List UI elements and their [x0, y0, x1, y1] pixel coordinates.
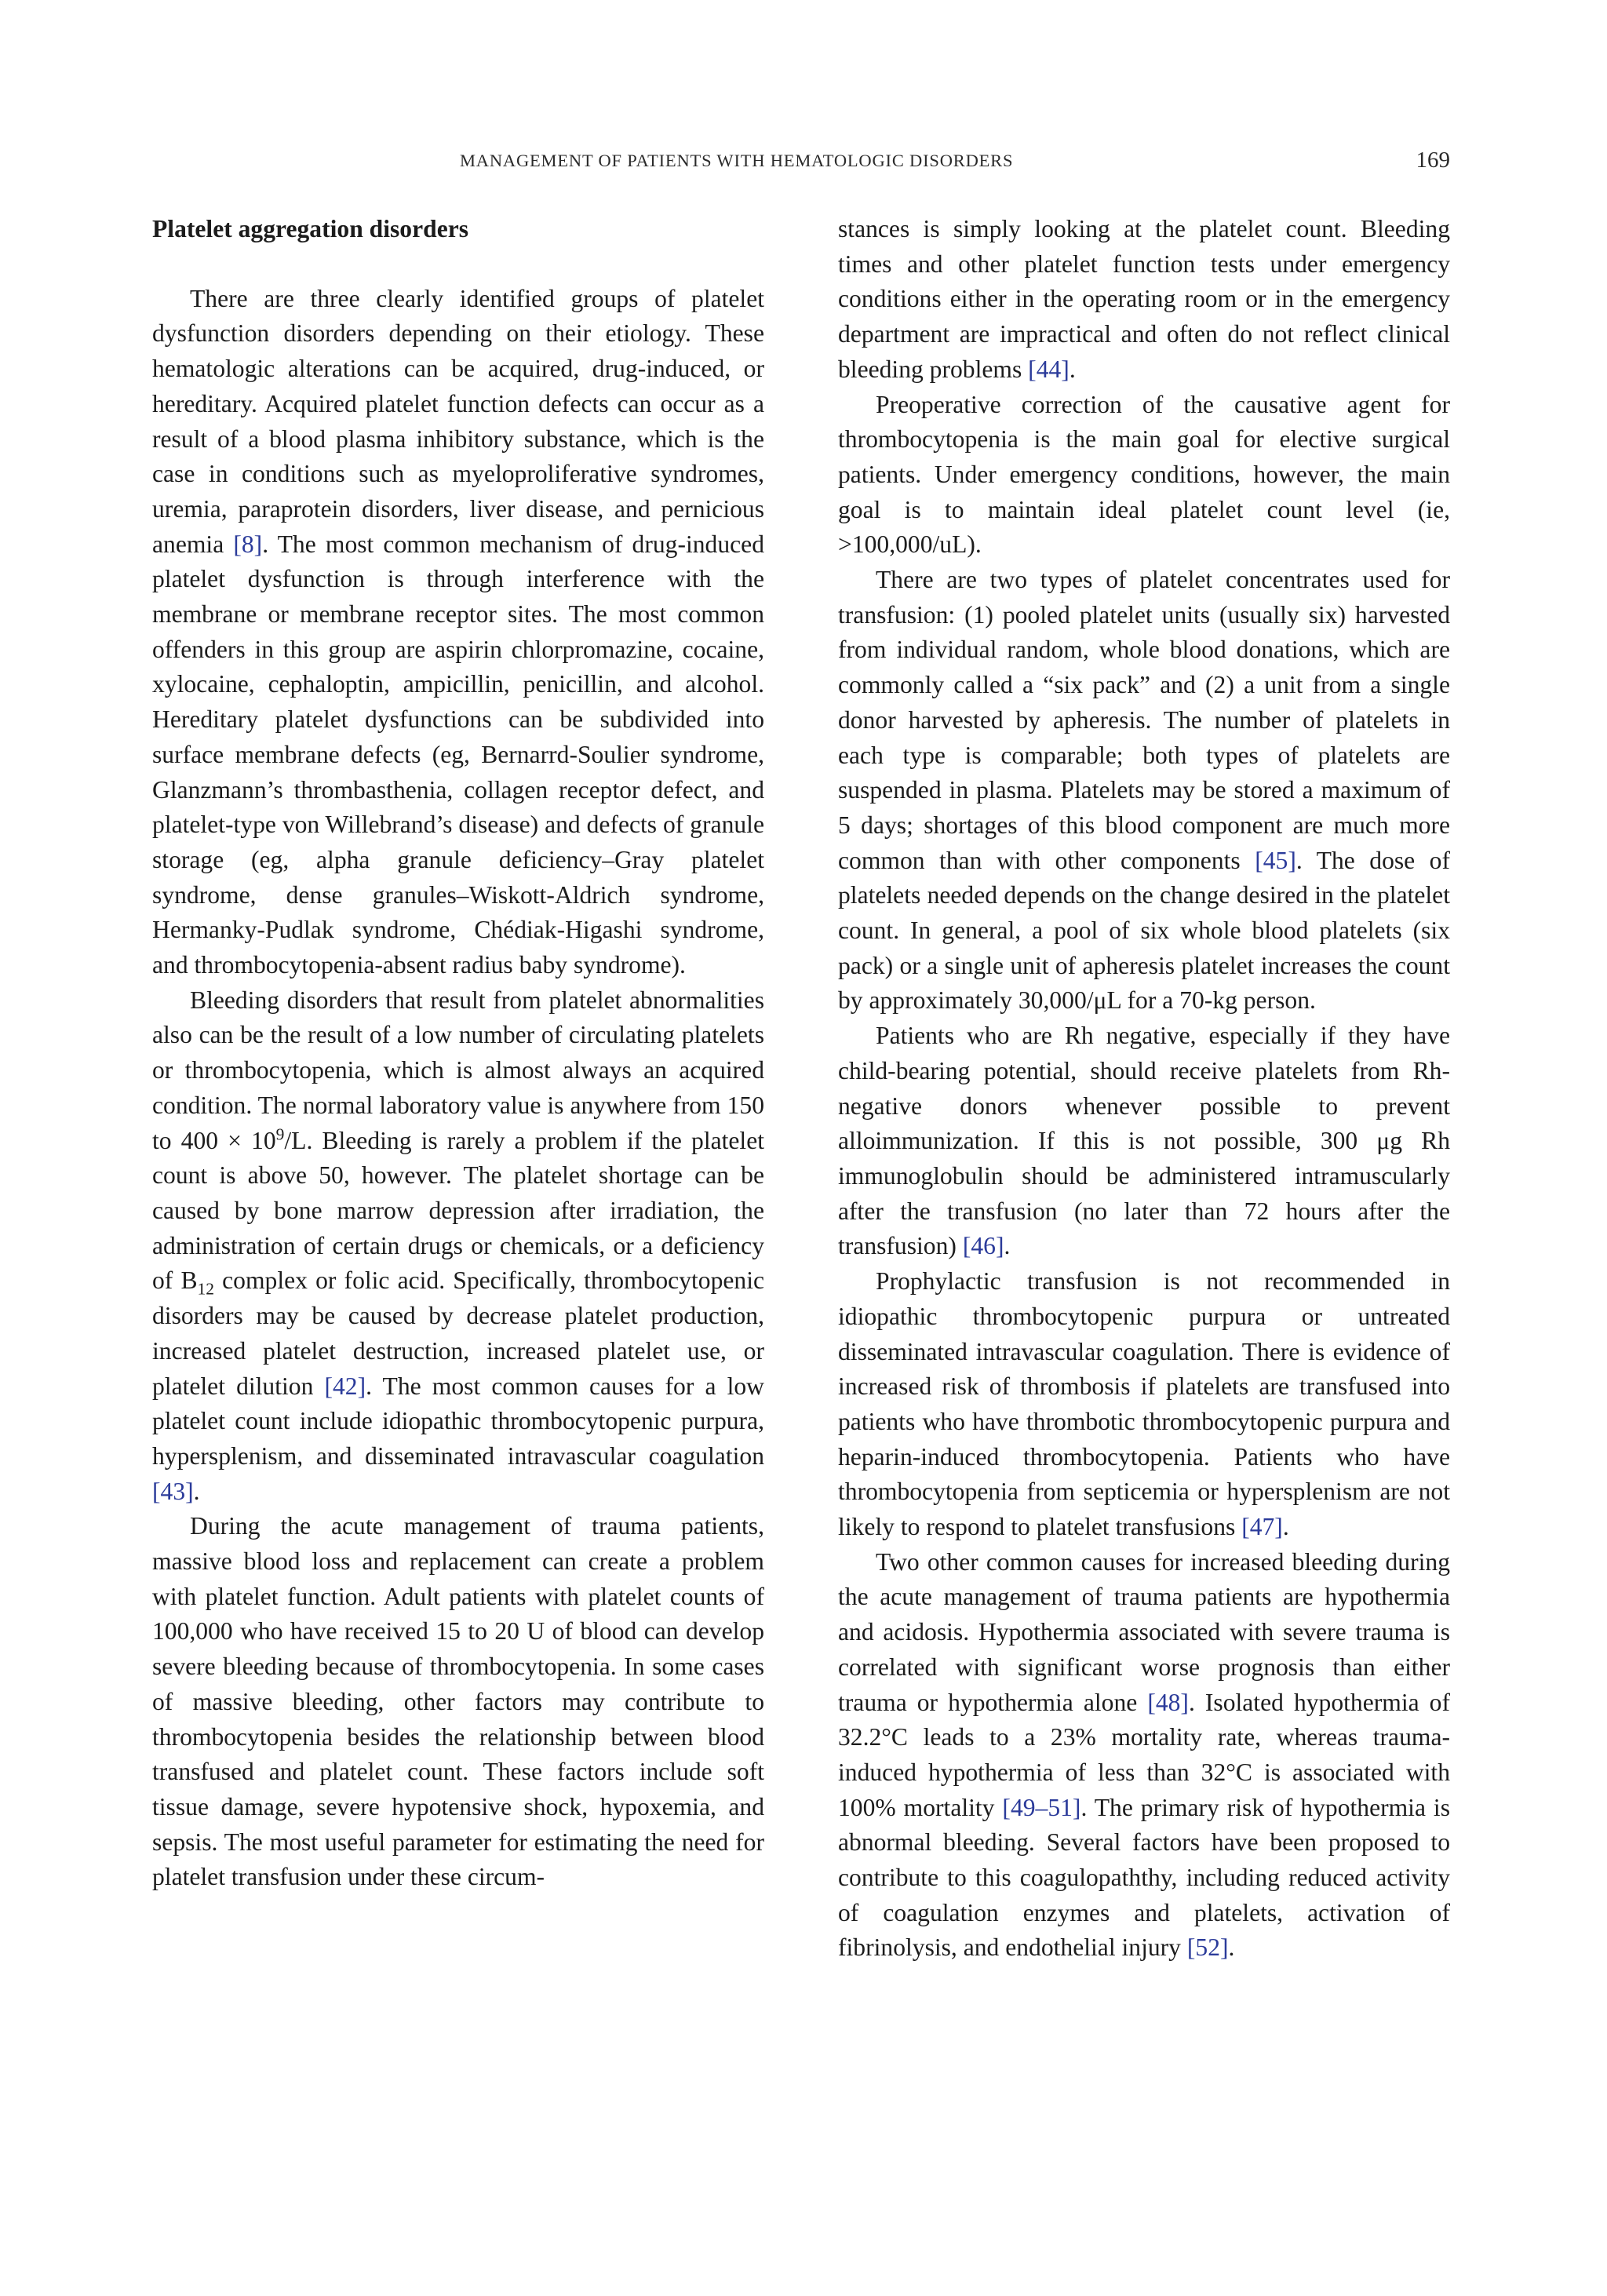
citation-link[interactable]: [43] — [152, 1477, 194, 1505]
citation-link[interactable]: [48] — [1147, 1688, 1189, 1716]
subscript: 12 — [197, 1279, 215, 1299]
paragraph — [838, 563, 1450, 1019]
paragraph — [152, 983, 764, 1510]
paragraph-continued — [838, 212, 1450, 388]
citation-link[interactable]: [42] — [324, 1372, 366, 1400]
paragraph-text: Prophylactic transfusion is not recommended in idiopathic thrombocytopenic purpura or untreated disseminated intravascular coagulation. There is evidence of increased risk of thrombosis if platelets are transfused into patients who have thrombotic thrombocytopenic purpura and heparin-induced thrombocytopenia. Patients who have thrombocytopenia from septicemia or hypersplenism are not likely to respond to platelet transfusions — [838, 1267, 1450, 1541]
paragraph — [152, 1509, 764, 1895]
citation-link[interactable]: [8] — [233, 530, 263, 558]
paragraph-text: Bleeding disorders that result from platelet abnormalities also can be the result of a low number of circulating platelets or thrombocytopenia, which is almost always an acquired condition. The normal laboratory value is anywhere from 150 to 400 × 10 — [152, 986, 764, 1154]
paragraph-text: . — [193, 1477, 200, 1505]
paragraph-text: There are three clearly identified groups of platelet dysfunction disorders depending on their etiology. These hematologic alterations can be acquired, drug-induced, or hereditary. Acquired platelet function defects can occur as a result of a blood plasma inhibitory substance, which is the case in conditions such as myeloproliferative syndromes, uremia, paraprotein disorders, liver disease, and pernicious anemia — [152, 284, 764, 558]
paragraph-text: During the acute management of trauma patients, massive blood loss and replacement can create a problem with platelet function. Adult patients with platelet counts of 100,000 who have received 15 to 20 U of blood can develop severe bleeding because of thrombocytopenia. In some cases of massive bleeding, other factors may contribute to thrombocytopenia besides the relationship between blood transfused and platelet count. These factors include soft tissue damage, severe hypotensive shock, hypoxemia, and sepsis. The most useful parameter for estimating the need for platelet transfusion under these circum- — [152, 1512, 764, 1891]
superscript: 9 — [275, 1124, 285, 1144]
paragraph-text: stances is simply looking at the platelet count. Bleeding times and other platelet function tests under emergency conditions either in the operating room or in the emergency department are impractical and often do not reflect clinical bleeding problems — [838, 215, 1450, 383]
citation-link[interactable]: [49–51] — [1002, 1793, 1081, 1821]
running-head: MANAGEMENT OF PATIENTS WITH HEMATOLOGIC DISORDERS — [460, 151, 1014, 170]
paragraph-text: /L. Bleeding is rarely a problem if the platelet count is above 50, however. The platelet shortage can be caused by bone marrow depression after irradiation, the administration of certain drugs or chemicals, or a deficiency of B — [152, 1126, 764, 1295]
paragraph-text: . The most common causes for a low platelet count include idiopathic thrombocytopenic purpura, hypersplenism, and disseminated intravascular coagulation — [152, 1372, 764, 1470]
left-column — [152, 212, 764, 1895]
paragraph — [838, 1545, 1450, 1966]
paragraph-text: . The dose of platelets needed depends on the change desired in the platelet count. In general, a pool of six whole blood platelets (six pack) or a single unit of apheresis platelet increases the count by approximately 30,000/μL for a 70-kg person. — [838, 846, 1451, 1015]
paragraph-text: . — [1282, 1513, 1289, 1541]
citation-link[interactable]: [44] — [1028, 355, 1070, 383]
citation-link[interactable]: [45] — [1255, 846, 1296, 874]
paragraph-text: Patients who are Rh negative, especially if they have child-bearing potential, should receive platelets from Rh-negative donors whenever possible to prevent alloimmunization. If this is not possible, 300 μg Rh immunoglobulin should be administered intramuscularly after the transfusion (no later than 72 hours after the transfusion) — [838, 1022, 1450, 1260]
citation-link[interactable]: [52] — [1186, 1933, 1229, 1962]
paragraph-text: Two other common causes for increased bleeding during the acute management of trauma patients are hypothermia and acidosis. Hypothermia associated with severe trauma is correlated with significant worse prognosis than either trauma or hypothermia alone — [838, 1547, 1450, 1716]
paragraph — [838, 1264, 1450, 1545]
paragraph-text: complex or folic acid. Specifically, thrombocytopenic disorders may be caused by decrease platelet production, increased platelet destruction, increased platelet use, or platelet dilution — [152, 1266, 764, 1400]
paragraph-text: . — [1069, 355, 1076, 383]
paragraph — [838, 1019, 1450, 1264]
paragraph — [838, 388, 1450, 563]
citation-link[interactable]: [47] — [1241, 1513, 1283, 1541]
paragraph-text: . — [1004, 1232, 1011, 1260]
right-column — [838, 212, 1450, 1966]
paragraph-text: . — [1228, 1933, 1235, 1962]
paragraph-text: . The primary risk of hypothermia is abnormal bleeding. Several factors have been proposed to contribute to this coagulopaththy, including reduced activity of coagulation enzymes and platelets, activation of fibrinolysis, and endothelial injury — [838, 1793, 1450, 1962]
citation-link[interactable]: [46] — [962, 1232, 1004, 1260]
paragraph-text: Preoperative correction of the causative agent for thrombocytopenia is the main goal for elective surgical patients. Under emergency conditions, however, the main goal is to maintain ideal platelet count level (ie, >100,000/uL). — [838, 390, 1450, 559]
paragraph-text: There are two types of platelet concentrates used for transfusion: (1) pooled platelet units (usually six) harvested from individual random, whole blood donations, which are commonly called a “six pack” and (2) a unit from a single donor harvested by apheresis. The number of platelets in each type is comparable; both types of platelets are suspended in plasma. Platelets may be stored a maximum of 5 days; shortages of this blood component are much more common than with other components — [838, 566, 1450, 874]
paragraph-text: . The most common mechanism of drug-induced platelet dysfunction is through interference with the membrane or membrane receptor sites. The most common offenders in this group are aspirin chlorpromazine, cocaine, xylocaine, cephaloptin, ampicillin, penicillin, and alcohol. Hereditary platelet dysfunctions can be subdivided into surface membrane defects (eg, Bernarrd-Soulier syndrome, Glanzmann’s thrombasthenia, collagen receptor defect, and platelet-type von Willebrand’s disease) and defects of granule storage (eg, alpha granule deficiency–Gray platelet syndrome, dense granules–Wiskott-Aldrich syndrome, Hermanky-Pudlak syndrome, Chédiak-Higashi syndrome, and thrombocytopenia-absent radius baby syndrome). — [152, 530, 764, 979]
section-heading: Platelet aggregation disorders — [152, 215, 469, 242]
paragraph — [152, 282, 764, 983]
page-number: 169 — [1416, 148, 1450, 173]
paragraph-text: . Isolated hypothermia of 32.2°C leads to a 23% mortality rate, whereas trauma-induced hypothermia of less than 32°C is associated with 100% mortality — [838, 1688, 1450, 1821]
